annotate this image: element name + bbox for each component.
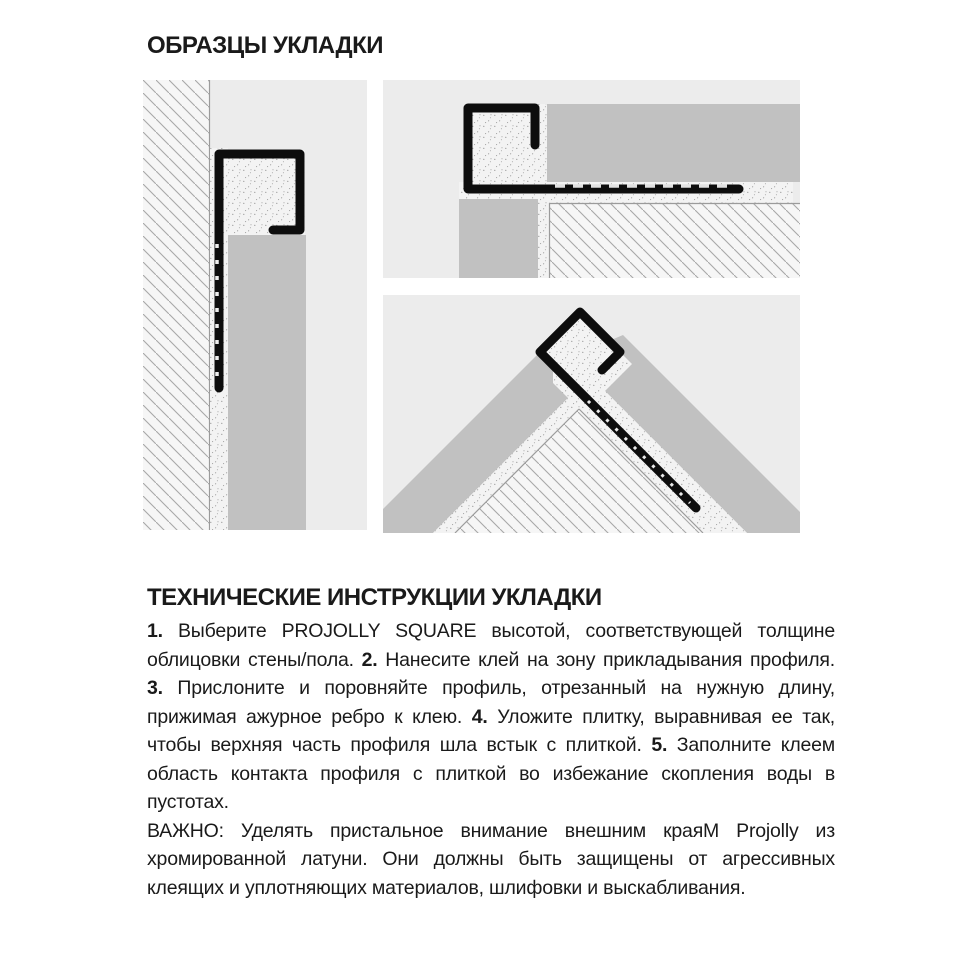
diagram-wall-tile-edge xyxy=(143,80,367,530)
instructions-title: ТЕХНИЧЕСКИЕ ИНСТРУКЦИИ УКЛАДКИ xyxy=(147,584,602,611)
adhesive-in-profile xyxy=(214,150,305,237)
diagram-external-corner xyxy=(383,295,800,533)
samples-title: ОБРАЗЦЫ УКЛАДКИ xyxy=(147,32,384,59)
wall-substrate-hatch xyxy=(143,80,209,530)
adhesive-strip xyxy=(538,199,549,278)
substrate-hatch xyxy=(549,203,800,278)
tile xyxy=(228,235,306,530)
instructions-block xyxy=(147,584,835,902)
instructions-steps: 1. Выберите PROJOLLY SQUARE высотой, соответствующей толщине облицовки стены/пола. 2. Нанесите клей на зону прикладывания профиля. 3. Прислоните и поровняйте профиль, отрезанный на нужную длину, прижимая ажурное ребро к клею. 4. Уложите плитку, выравнивая ее так, чтобы верхняя часть профиля шла встык с плиткой. 5. Заполните клеем область контакта профиля с плиткой во избежание скопления воды в пустотах. xyxy=(147,620,835,813)
instructions-note: ВАЖНО: Уделять пристальное внимание внешним краяМ Projolly из хромированной латуни. Они должны быть защищены от агрессивных клеящих и уплотняющих материалов, шлифовки и выскабливания. xyxy=(147,819,835,899)
tile-vertical xyxy=(459,199,538,278)
diagram-floor-tile-edge xyxy=(383,80,800,278)
tile-top xyxy=(547,104,800,182)
